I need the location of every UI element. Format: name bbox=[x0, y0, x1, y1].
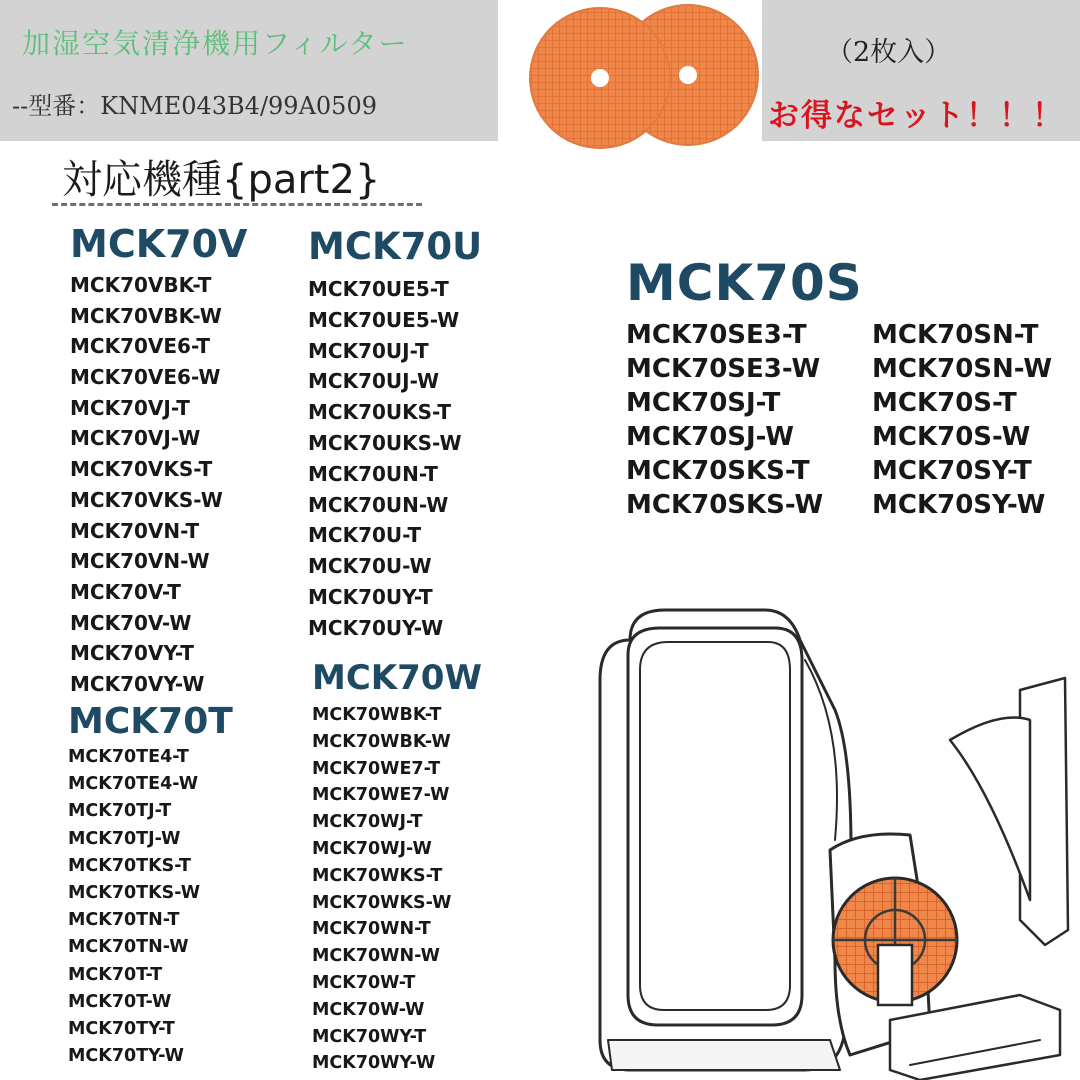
group-mck70t bbox=[68, 702, 233, 1070]
model-item: MCK70UN-T bbox=[308, 461, 438, 486]
model-item: MCK70WBK-W bbox=[312, 731, 451, 752]
model-item: MCK70W-W bbox=[312, 999, 425, 1020]
model-item: MCK70VE6-W bbox=[70, 365, 221, 390]
model-list bbox=[626, 318, 872, 522]
model-item: MCK70VBK-W bbox=[70, 303, 222, 328]
group-mck70w bbox=[312, 658, 482, 1077]
model-item: MCK70U-T bbox=[308, 523, 422, 548]
model-item: MCK70VN-T bbox=[70, 518, 200, 543]
model-item: MCK70UY-T bbox=[308, 584, 433, 609]
air-purifier-illustration bbox=[590, 600, 1080, 1080]
model-item: MCK70TY-W bbox=[68, 1046, 184, 1067]
model-item: MCK70S-T bbox=[872, 388, 1017, 418]
model-item: MCK70VKS-W bbox=[70, 487, 223, 512]
model-item: MCK70SN-W bbox=[872, 354, 1053, 384]
model-number: --型番：KNME043B4/99A0509 bbox=[12, 92, 377, 120]
model-item: MCK70TY-T bbox=[68, 1018, 175, 1039]
model-item: MCK70T-W bbox=[68, 991, 172, 1012]
model-item: MCK70UE5-T bbox=[308, 277, 449, 301]
model-item: MCK70SN-T bbox=[872, 320, 1039, 350]
product-title: 加湿空気清浄機用フィルター bbox=[22, 27, 409, 60]
model-item: MCK70UY-W bbox=[308, 615, 444, 640]
model-item: MCK70TN-T bbox=[68, 910, 180, 931]
model-list bbox=[70, 270, 247, 700]
group-heading: MCK70V bbox=[70, 222, 248, 266]
model-item: MCK70WJ-T bbox=[312, 812, 423, 833]
model-list bbox=[68, 744, 233, 1070]
model-item: MCK70WN-W bbox=[312, 946, 440, 967]
model-item: MCK70S-W bbox=[872, 422, 1031, 452]
model-item: MCK70VJ-T bbox=[70, 395, 190, 420]
model-columns bbox=[626, 318, 1052, 522]
model-item: MCK70SY-W bbox=[872, 490, 1046, 520]
model-item: MCK70T-T bbox=[68, 964, 163, 985]
model-item: MCK70WKS-W bbox=[312, 892, 452, 913]
model-item: MCK70SE3-T bbox=[626, 320, 807, 350]
group-heading: MCK70W bbox=[312, 658, 482, 698]
model-item: MCK70WBK-T bbox=[312, 705, 442, 725]
model-item: MCK70VBK-T bbox=[70, 273, 212, 297]
model-item: MCK70UKS-T bbox=[308, 400, 452, 425]
model-list bbox=[312, 702, 482, 1077]
group-mck70v bbox=[70, 222, 247, 700]
quantity-label: （2枚入） bbox=[826, 37, 952, 68]
model-item: MCK70V-T bbox=[70, 579, 181, 604]
model-item: MCK70U-W bbox=[308, 554, 432, 579]
model-item: MCK70VE6-T bbox=[70, 334, 210, 359]
model-item: MCK70SJ-W bbox=[626, 422, 794, 452]
model-item: MCK70WY-W bbox=[312, 1053, 436, 1074]
model-item: MCK70UJ-T bbox=[308, 338, 429, 363]
model-item: MCK70W-T bbox=[312, 972, 416, 993]
filter-disc-icon bbox=[528, 2, 760, 152]
model-item: MCK70WE7-T bbox=[312, 758, 441, 779]
model-item: MCK70TJ-W bbox=[68, 828, 181, 849]
model-item: MCK70VJ-W bbox=[70, 426, 201, 451]
model-list bbox=[308, 274, 482, 644]
group-heading: MCK70T bbox=[68, 701, 233, 742]
filter-disc-pair bbox=[528, 2, 760, 152]
title-underline bbox=[52, 203, 422, 206]
model-item: MCK70VKS-T bbox=[70, 457, 213, 482]
group-mck70s bbox=[626, 252, 1052, 522]
model-item: MCK70TE4-T bbox=[68, 747, 189, 767]
deal-label: お得なセット！！！ bbox=[768, 98, 1065, 134]
model-item: MCK70TKS-T bbox=[68, 855, 191, 876]
model-item: MCK70SKS-W bbox=[626, 490, 824, 520]
model-item: MCK70UKS-W bbox=[308, 430, 462, 455]
model-item: MCK70WY-T bbox=[312, 1026, 427, 1047]
model-item: MCK70SE3-W bbox=[626, 354, 821, 384]
model-item: MCK70TKS-W bbox=[68, 882, 201, 903]
group-heading: MCK70S bbox=[626, 254, 863, 312]
model-item: MCK70WKS-T bbox=[312, 865, 443, 886]
air-purifier-icon bbox=[590, 600, 1080, 1080]
model-item: MCK70TJ-T bbox=[68, 801, 172, 822]
model-item: MCK70WE7-W bbox=[312, 785, 450, 806]
model-item: MCK70WJ-W bbox=[312, 838, 432, 859]
model-item: MCK70TN-W bbox=[68, 937, 189, 958]
model-item: MCK70VN-W bbox=[70, 549, 210, 574]
group-heading: MCK70U bbox=[308, 225, 483, 268]
model-item: MCK70UN-W bbox=[308, 492, 449, 517]
compatible-models-title: 対応機種{part2} bbox=[62, 157, 381, 203]
group-mck70u bbox=[308, 226, 482, 644]
model-item: MCK70VY-T bbox=[70, 641, 194, 666]
model-item: MCK70VY-W bbox=[70, 671, 205, 696]
model-item: MCK70WN-T bbox=[312, 919, 431, 940]
model-item: MCK70SY-T bbox=[872, 456, 1032, 486]
model-item: MCK70UE5-W bbox=[308, 307, 460, 332]
model-item: MCK70V-W bbox=[70, 610, 192, 635]
model-item: MCK70UJ-W bbox=[308, 369, 440, 394]
model-list bbox=[872, 318, 1052, 522]
model-item: MCK70SJ-T bbox=[626, 388, 781, 418]
model-item: MCK70TE4-W bbox=[68, 774, 199, 795]
model-item: MCK70SKS-T bbox=[626, 456, 810, 486]
